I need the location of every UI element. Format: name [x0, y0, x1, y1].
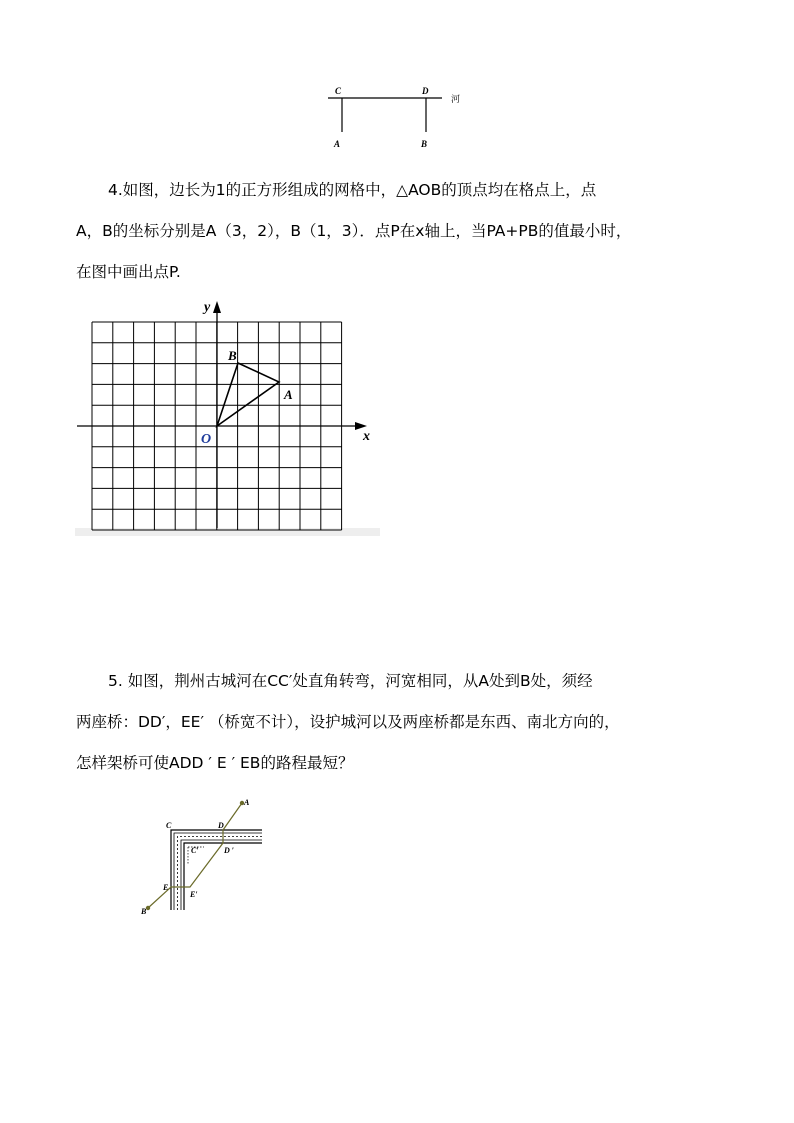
moat-figure: [138, 795, 268, 920]
label-e-prime: E′: [190, 890, 198, 899]
label-a: A: [334, 139, 341, 149]
problem-4-text: [76, 170, 726, 293]
label-d: D: [422, 86, 429, 96]
label-c: C: [335, 86, 342, 96]
label-b: B: [228, 348, 237, 363]
grid-bottom-band: [75, 528, 380, 536]
problem-4-line-3: 在图中画出点P.: [76, 263, 181, 281]
label-x: x: [363, 429, 370, 444]
moat-figure-svg: [138, 795, 268, 920]
moat-outer-bank: [171, 830, 262, 910]
river-figure: [320, 80, 470, 155]
point-b: [146, 906, 150, 910]
label-y: y: [204, 300, 211, 315]
label-c: C: [166, 821, 172, 830]
label-o: O: [201, 432, 212, 447]
label-a: A: [284, 387, 293, 402]
river-label: 河: [451, 95, 461, 105]
label-c-prime: C′: [191, 846, 199, 855]
grid-figure: [75, 296, 380, 536]
problem-4-line-2: A，B的坐标分别是A（3，2），B（1，3）．点P在x轴上，当PA+PB的值最小时，: [76, 222, 632, 240]
label-b: B: [141, 907, 147, 916]
grid-figure-svg: [75, 296, 380, 536]
problem-5-text: [76, 661, 726, 784]
label-e: E: [163, 883, 169, 892]
problem-5-line-3: 怎样架桥可使ADD ′ E ′ EB的路程最短？: [76, 754, 354, 772]
problem-5-line-2: 两座桥：DD′，EE′ （桥宽不计），设护城河以及两座桥都是东西、南北方向的，: [76, 713, 620, 731]
problem-4-line-1: 4.如图，边长为1的正方形组成的网格中，△AOB的顶点均在格点上，点: [108, 181, 597, 199]
problem-5-line-1: 5. 如图，荆州古城河在CC′处直角转弯，河宽相同，从A处到B处，须经: [108, 672, 593, 690]
moat-outer-bank-inner: [174, 833, 262, 910]
triangle-aob: [217, 363, 279, 426]
river-figure-svg: [320, 80, 470, 155]
label-d-prime: D ′: [224, 846, 235, 855]
label-b: B: [421, 139, 428, 149]
label-d: D: [218, 821, 224, 830]
label-a: A: [244, 798, 250, 807]
y-axis-arrow: [213, 301, 221, 313]
